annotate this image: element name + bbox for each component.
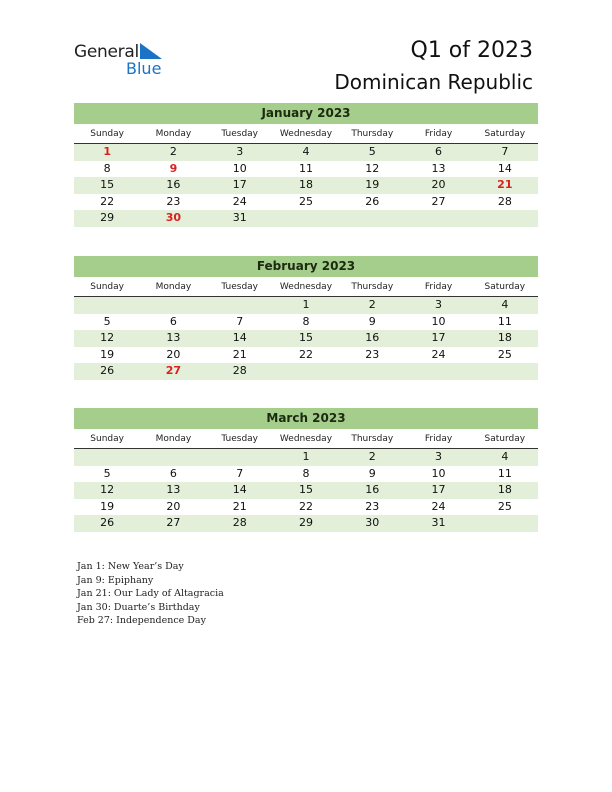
day-cell: 3 (435, 450, 443, 463)
logo-word-blue: Blue (126, 59, 162, 78)
day-cell: 12 (365, 161, 380, 175)
month-february (74, 256, 538, 380)
country-name: Dominican Republic (334, 70, 533, 94)
day-cell: 10 (232, 161, 247, 175)
day-cell: 27 (165, 364, 182, 377)
day-cell (273, 363, 339, 380)
day-cell: 1 (302, 450, 310, 463)
weekday-label: Wednesday (279, 434, 333, 444)
day-cell: 29 (100, 211, 115, 224)
day-cell: 28 (232, 516, 247, 529)
week-row (74, 466, 538, 483)
day-cell: 6 (169, 314, 177, 328)
day-cell: 22 (298, 347, 313, 361)
day-cell: 16 (365, 483, 380, 496)
day-cell: 23 (365, 347, 380, 361)
week-row (74, 449, 538, 466)
day-cell: 21 (232, 347, 247, 361)
month-march (74, 408, 538, 532)
day-cell: 3 (435, 298, 443, 311)
day-cell: 20 (166, 499, 181, 513)
day-cell: 26 (100, 364, 115, 377)
week-row (74, 330, 538, 347)
day-cell: 2 (169, 145, 177, 158)
day-cell: 22 (100, 194, 115, 208)
day-cell: 6 (435, 145, 443, 158)
week-row (74, 194, 538, 211)
day-cell: 24 (232, 194, 247, 208)
day-cell: 10 (431, 314, 446, 328)
holiday-note: Jan 1: New Year’s Day (77, 561, 184, 572)
day-cell: 9 (169, 161, 178, 175)
weekday-label: Tuesday (221, 129, 259, 139)
day-cell: 24 (431, 347, 446, 361)
day-cell: 25 (298, 194, 313, 208)
day-cell: 2 (368, 450, 376, 463)
weekday-header-row (74, 126, 538, 144)
day-cell: 26 (365, 194, 380, 208)
day-cell: 12 (100, 483, 115, 496)
day-cell (405, 210, 471, 227)
page-title: Q1 of 2023 (410, 38, 533, 63)
day-cell: 3 (236, 145, 244, 158)
holiday-note: Feb 27: Independence Day (77, 615, 206, 627)
weekday-label: Monday (155, 282, 192, 292)
day-cell: 13 (431, 161, 446, 175)
day-cell: 5 (103, 314, 111, 328)
holiday-notes (77, 560, 224, 628)
day-cell (472, 515, 538, 532)
day-cell: 23 (166, 194, 181, 208)
day-cell: 5 (103, 466, 111, 480)
day-cell (273, 210, 339, 227)
week-row (74, 363, 538, 380)
day-cell: 28 (497, 194, 512, 208)
day-cell: 11 (298, 161, 313, 175)
day-cell: 11 (497, 466, 512, 480)
day-cell: 21 (497, 178, 513, 191)
day-cell: 20 (166, 347, 181, 361)
holiday-note: Jan 30: Duarte’s Birthday (77, 601, 200, 613)
day-cell: 10 (431, 466, 446, 480)
day-cell: 31 (232, 211, 247, 224)
day-cell: 27 (431, 194, 446, 208)
day-cell (405, 363, 471, 380)
day-cell (339, 363, 405, 380)
day-cell (74, 449, 140, 466)
day-cell: 30 (365, 516, 380, 529)
week-row (74, 482, 538, 499)
day-cell (140, 449, 206, 466)
week-row (74, 515, 538, 532)
week-row (74, 144, 538, 161)
day-cell: 19 (100, 499, 115, 513)
day-cell: 8 (103, 161, 111, 175)
day-cell: 7 (236, 314, 244, 328)
day-cell (207, 449, 273, 466)
day-cell: 26 (100, 516, 115, 529)
day-cell: 27 (166, 516, 181, 529)
weekday-header-row (74, 431, 538, 449)
day-cell (472, 363, 538, 380)
day-cell: 2 (368, 298, 376, 311)
day-cell: 14 (232, 483, 247, 496)
day-cell: 17 (431, 331, 446, 344)
month-header: January 2023 (74, 103, 538, 124)
weekday-label: Thursday (351, 282, 394, 292)
day-cell: 14 (497, 161, 512, 175)
day-cell: 12 (100, 331, 115, 344)
day-cell (140, 297, 206, 314)
brand-logo (74, 40, 174, 80)
day-cell: 25 (497, 347, 512, 361)
month-header: February 2023 (74, 256, 538, 277)
weekday-label: Friday (424, 129, 453, 139)
day-cell: 28 (232, 364, 247, 377)
day-cell: 15 (100, 178, 115, 191)
day-cell: 21 (232, 499, 247, 513)
day-cell: 4 (302, 145, 310, 158)
day-cell: 19 (100, 347, 115, 361)
week-row (74, 499, 538, 516)
day-cell: 29 (298, 516, 313, 529)
day-cell: 30 (165, 211, 182, 224)
week-row (74, 161, 538, 178)
day-cell: 7 (236, 466, 244, 480)
day-cell: 20 (431, 178, 446, 191)
day-cell: 9 (368, 314, 376, 328)
day-cell: 18 (497, 331, 512, 344)
weekday-label: Sunday (90, 434, 124, 444)
weekday-header-row (74, 279, 538, 297)
logo-flag-icon (140, 43, 162, 59)
holiday-note: Jan 21: Our Lady of Altagracia (77, 588, 224, 600)
day-cell: 8 (302, 466, 310, 480)
weekday-label: Friday (424, 282, 453, 292)
day-cell: 9 (368, 466, 376, 480)
day-cell: 14 (232, 331, 247, 344)
day-cell: 19 (365, 178, 380, 191)
day-cell: 16 (166, 178, 181, 191)
month-header: March 2023 (74, 408, 538, 429)
day-cell: 4 (501, 450, 509, 463)
day-cell: 17 (431, 483, 446, 496)
day-cell: 1 (302, 298, 310, 311)
weekday-label: Tuesday (221, 434, 259, 444)
week-row (74, 347, 538, 364)
day-cell: 13 (166, 331, 181, 344)
weekday-label: Monday (155, 129, 192, 139)
day-cell: 4 (501, 298, 509, 311)
day-cell: 18 (497, 483, 512, 496)
weekday-label: Wednesday (279, 282, 333, 292)
day-cell: 8 (302, 314, 310, 328)
week-row (74, 177, 538, 194)
weekday-label: Friday (424, 434, 453, 444)
weekday-label: Saturday (484, 129, 526, 139)
day-cell (74, 297, 140, 314)
day-cell: 6 (169, 466, 177, 480)
day-cell: 23 (365, 499, 380, 513)
week-row (74, 210, 538, 227)
weekday-label: Sunday (90, 282, 124, 292)
day-cell: 5 (368, 145, 376, 158)
holiday-note: Jan 9: Epiphany (77, 574, 154, 586)
day-cell: 7 (501, 145, 509, 158)
week-row (74, 314, 538, 331)
weekday-label: Wednesday (279, 129, 333, 139)
day-cell: 22 (298, 499, 313, 513)
logo-word-general: General (74, 42, 139, 62)
day-cell: 17 (232, 178, 247, 191)
weekday-label: Thursday (351, 434, 394, 444)
day-cell: 24 (431, 499, 446, 513)
weekday-label: Sunday (90, 129, 124, 139)
day-cell: 13 (166, 483, 181, 496)
day-cell (472, 210, 538, 227)
weekday-label: Thursday (351, 129, 394, 139)
day-cell: 1 (103, 145, 111, 158)
weekday-label: Saturday (484, 434, 526, 444)
weekday-label: Saturday (484, 282, 526, 292)
day-cell: 18 (298, 178, 313, 191)
weekday-label: Monday (155, 434, 192, 444)
day-cell: 15 (298, 331, 313, 344)
day-cell: 11 (497, 314, 512, 328)
day-cell (207, 297, 273, 314)
weekday-label: Tuesday (221, 282, 259, 292)
day-cell (339, 210, 405, 227)
week-row (74, 297, 538, 314)
day-cell: 31 (431, 516, 446, 529)
day-cell: 15 (298, 483, 313, 496)
day-cell: 16 (365, 331, 380, 344)
month-january (74, 103, 538, 227)
day-cell: 25 (497, 499, 512, 513)
